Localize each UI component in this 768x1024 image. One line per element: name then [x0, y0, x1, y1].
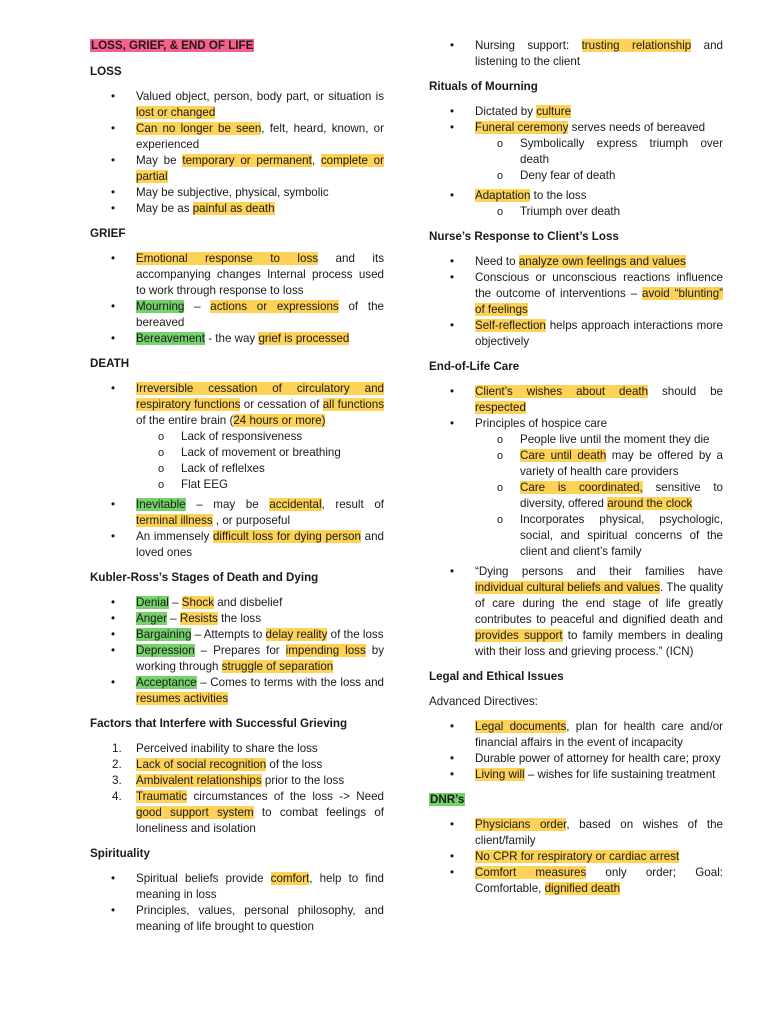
list-number: 2.	[112, 758, 122, 771]
list-item	[90, 903, 384, 935]
list-item	[429, 104, 723, 120]
sub-list-item	[475, 136, 723, 168]
text-run: , felt, heard, known, or experienced	[136, 122, 384, 151]
highlighted-text: Traumatic	[136, 790, 188, 803]
section-heading-kubler-ross-s-stages-of-death-and-dying	[90, 570, 384, 586]
list-item	[429, 719, 723, 751]
bullet-list	[429, 254, 723, 350]
text-run: Perceived inability to share the loss	[136, 742, 318, 755]
text-run: should be	[648, 385, 723, 398]
text-run: prior to the loss	[261, 774, 345, 787]
text-run: the loss	[217, 612, 262, 625]
text-run: or cessation of	[240, 398, 323, 411]
sub-list-item	[475, 480, 723, 512]
bullet-list	[429, 104, 723, 220]
section-heading-legal-and-ethical-issues	[429, 669, 723, 685]
list-item	[429, 188, 723, 220]
text-run: Need to	[475, 255, 519, 268]
sub-list-item	[136, 461, 384, 477]
highlighted-text: dignified death	[544, 882, 621, 895]
list-item	[429, 384, 723, 416]
list-item	[90, 251, 384, 299]
section-heading-rituals-of-mourning	[429, 79, 723, 95]
list-item	[90, 773, 384, 789]
numbered-list	[90, 741, 384, 837]
highlighted-text: Mourning	[136, 300, 185, 313]
list-item	[429, 751, 723, 767]
highlighted-text: delay reality	[265, 628, 328, 641]
bullet-list	[429, 384, 723, 660]
highlighted-text: Funeral ceremony	[475, 121, 569, 134]
text-run: –	[168, 596, 182, 609]
sub-list-item	[136, 477, 384, 493]
text-run: May be	[136, 154, 183, 167]
highlighted-text: LOSS, GRIEF, & END OF LIFE	[91, 39, 254, 52]
list-item	[90, 89, 384, 121]
list-item	[90, 627, 384, 643]
sub-list-item	[475, 168, 723, 184]
list-item	[429, 416, 723, 560]
text-run: by working through	[136, 644, 385, 673]
text-run: Triumph over death	[520, 205, 621, 218]
text-run: Nursing support:	[475, 39, 582, 52]
text-run: and its accompanying changes Internal process used to work through response to loss	[136, 252, 384, 297]
text-run: ,	[311, 154, 321, 167]
highlighted-text: Client’s wishes about death	[475, 385, 649, 398]
section-heading-factors-that-interfere-with-successful-grieving	[90, 716, 384, 732]
list-item	[429, 849, 723, 865]
section-heading-nurse-s-response-to-client-s-loss	[429, 229, 723, 245]
list-number: 3.	[112, 774, 122, 787]
text-run: End-of-Life Care	[429, 360, 520, 373]
highlighted-text: Legal documents	[475, 720, 567, 733]
sub-list-item	[136, 445, 384, 461]
text-run: GRIEF	[90, 227, 126, 240]
bullet-list	[429, 719, 723, 783]
highlighted-text: analyze own feelings and values	[518, 255, 686, 268]
text-run: Rituals of Mourning	[429, 80, 538, 93]
highlighted-text: 24 hours or more)	[233, 414, 326, 427]
list-item	[90, 201, 384, 217]
highlighted-text: Self-reflection	[475, 319, 546, 332]
text-run: Incorporates physical, psychologic, social, and spiritual concerns of the client and client’s family	[520, 513, 723, 558]
list-item	[90, 757, 384, 773]
highlighted-text: Denial	[136, 596, 169, 609]
list-item	[429, 318, 723, 350]
bullet-list	[90, 89, 384, 217]
text-run: DEATH	[90, 357, 130, 370]
sub-list-item	[475, 448, 723, 480]
text-run: Deny fear of death	[520, 169, 616, 182]
highlighted-text: Living will	[475, 768, 525, 781]
bullet-list	[90, 381, 384, 561]
sub-list-item	[475, 204, 723, 220]
text-run: Conscious or unconscious reactions influence the outcome of interventions –	[475, 271, 723, 300]
highlighted-text: Irreversible cessation of circulatory and respiratory functions	[136, 382, 384, 411]
text-run: – Comes to terms with the loss and	[196, 676, 384, 689]
text-run: – may be	[185, 498, 270, 511]
text-run: Dictated by	[475, 105, 537, 118]
highlighted-text: Comfort measures	[475, 866, 587, 879]
text-run: - the way	[204, 332, 259, 345]
sub-list	[475, 204, 723, 220]
subheading-advanced-directives	[429, 694, 723, 710]
text-run: Nurse’s Response to Client’s Loss	[429, 230, 619, 243]
highlighted-text: Shock	[181, 596, 214, 609]
text-run: , based on wishes of the client/family	[475, 818, 724, 847]
highlighted-text: culture	[536, 105, 572, 118]
highlighted-text: struggle of separation	[221, 660, 334, 673]
text-run: only order; Goal: Comfortable,	[475, 866, 723, 895]
right-column	[429, 38, 723, 901]
text-run: and loved ones	[136, 530, 384, 559]
list-item	[90, 331, 384, 347]
text-run: –	[166, 612, 180, 625]
list-item	[429, 38, 723, 70]
highlighted-text: Bargaining	[136, 628, 192, 641]
list-item	[90, 185, 384, 201]
sub-list	[136, 429, 384, 493]
text-run: – wishes for life sustaining treatment	[524, 768, 716, 781]
list-item	[90, 299, 384, 331]
list-number: 4.	[112, 790, 122, 803]
text-run: , result of	[321, 498, 385, 511]
highlighted-text: grief is processed	[258, 332, 350, 345]
text-run: “Dying persons and their families have	[475, 565, 723, 578]
text-run: May be subjective, physical, symbolic	[136, 186, 329, 199]
list-item	[90, 741, 384, 757]
list-item	[429, 254, 723, 270]
text-run: Factors that Interfere with Successful Grieving	[90, 717, 348, 730]
highlighted-text: actions or expressions	[210, 300, 339, 313]
sub-list-item	[475, 512, 723, 560]
bullet-list	[90, 871, 384, 935]
section-heading-grief	[90, 226, 384, 242]
sub-list-item	[475, 432, 723, 448]
highlighted-text: Lack of social recognition	[136, 758, 267, 771]
list-item	[90, 611, 384, 627]
text-run: , help to find meaning in loss	[136, 872, 385, 901]
text-run: People live until the moment they die	[520, 433, 710, 446]
highlighted-text: respected	[475, 401, 526, 414]
text-run: – Prepares for	[194, 644, 286, 657]
highlighted-text: Bereavement	[136, 332, 205, 345]
highlighted-text: complete or partial	[136, 154, 384, 183]
text-run: Spiritual beliefs provide	[136, 872, 271, 885]
text-run: to family members in dealing with their loss and grieving process.” (ICN)	[475, 629, 724, 658]
highlighted-text: Care is coordinated,	[520, 481, 643, 494]
text-run: of the entire brain (	[136, 414, 234, 427]
text-run: to combat feelings of loneliness and isolation	[136, 806, 385, 835]
list-item	[429, 564, 723, 660]
list-item	[429, 120, 723, 184]
text-run: An immensely	[136, 530, 213, 543]
highlighted-text: resumes activities	[136, 692, 229, 705]
text-run: Principles, values, personal philosophy, and meaning of life brought to question	[136, 904, 384, 933]
highlighted-text: temporary or permanent	[182, 154, 312, 167]
highlighted-text: comfort	[270, 872, 310, 885]
highlighted-text: difficult loss for dying person	[212, 530, 361, 543]
list-number: 1.	[112, 742, 122, 755]
highlighted-text: Emotional response to loss	[136, 252, 319, 265]
page-title	[90, 38, 384, 54]
text-run: of the bereaved	[136, 300, 384, 329]
text-run: . The quality of care during the end stage of life greatly contributes to peaceful and dignified death and	[475, 581, 724, 626]
list-item	[90, 789, 384, 837]
highlighted-text: Resists	[179, 612, 218, 625]
text-run: – Attempts to	[191, 628, 266, 641]
text-run: Spirituality	[90, 847, 150, 860]
text-run: Advanced Directives:	[429, 695, 538, 708]
section-heading-loss	[90, 64, 384, 80]
highlighted-text: Adaptation	[475, 189, 531, 202]
bullet-list	[429, 817, 723, 897]
text-run: may be offered by a variety of health care providers	[520, 449, 723, 478]
left-column	[90, 38, 384, 939]
text-run: serves needs of bereaved	[568, 121, 706, 134]
text-run: Lack of reflelxes	[181, 462, 265, 475]
section-heading-spirituality	[90, 846, 384, 862]
section-heading-end-of-life-care	[429, 359, 723, 375]
text-run: LOSS	[90, 65, 122, 78]
highlighted-text: around the clock	[607, 497, 693, 510]
highlighted-text: Depression	[136, 644, 195, 657]
highlighted-text: accidental	[269, 498, 322, 511]
sub-list-item	[136, 429, 384, 445]
text-run: sensitive to diversity, offered	[520, 481, 723, 510]
highlighted-text: individual cultural beliefs and values	[475, 581, 661, 594]
highlighted-text: provides support	[475, 629, 563, 642]
list-item	[90, 871, 384, 903]
highlighted-text: impending loss	[285, 644, 366, 657]
list-item	[90, 381, 384, 493]
bullet-list	[90, 595, 384, 707]
text-run: Kubler-Ross’s Stages of Death and Dying	[90, 571, 319, 584]
text-run: of the loss	[327, 628, 384, 641]
list-item	[90, 497, 384, 529]
highlighted-text: all functions	[322, 398, 384, 411]
section-heading-dnr-s	[429, 792, 723, 808]
text-run: –	[184, 300, 211, 313]
bullet-list	[90, 251, 384, 347]
text-run: circumstances of the loss -> Need	[187, 790, 384, 803]
highlighted-text: Physicians order	[475, 818, 567, 831]
list-item	[90, 121, 384, 153]
section-heading-death	[90, 356, 384, 372]
highlighted-text: No CPR for respiratory or cardiac arrest	[475, 850, 680, 863]
list-item	[90, 529, 384, 561]
highlighted-text: Ambivalent relationships	[136, 774, 262, 787]
text-run: Symbolically express triumph over death	[520, 137, 723, 166]
highlighted-text: painful as death	[192, 202, 275, 215]
text-run: and disbelief	[214, 596, 283, 609]
list-item	[90, 595, 384, 611]
text-run: Lack of movement or breathing	[181, 446, 341, 459]
highlighted-text: lost or changed	[136, 106, 216, 119]
text-run: May be as	[136, 202, 193, 215]
list-item	[429, 817, 723, 849]
text-run: Principles of hospice care	[475, 417, 608, 430]
list-item	[429, 865, 723, 897]
list-item	[90, 153, 384, 185]
list-item	[429, 270, 723, 318]
list-item	[90, 675, 384, 707]
sub-list	[475, 432, 723, 560]
highlighted-text: DNR’s	[430, 793, 465, 806]
highlighted-text: trusting relationship	[581, 39, 692, 52]
text-run: , plan for health care and/or financial affairs in the event of incapacity	[475, 720, 723, 749]
text-run: helps approach interactions more objectively	[475, 319, 723, 348]
list-item	[90, 643, 384, 675]
text-run: and listening to the client	[475, 39, 723, 68]
text-run: , or purposeful	[212, 514, 291, 527]
text-run: Lack of responsiveness	[181, 430, 303, 443]
text-run: Valued object, person, body part, or situation is	[136, 90, 384, 103]
highlighted-text: good support system	[136, 806, 254, 819]
highlighted-text: Can no longer be seen	[136, 122, 262, 135]
bullet-list	[429, 38, 723, 70]
text-run: Flat EEG	[181, 478, 229, 491]
highlighted-text: Inevitable	[136, 498, 186, 511]
text-run: Legal and Ethical Issues	[429, 670, 564, 683]
highlighted-text: terminal illness	[136, 514, 213, 527]
highlighted-text: Care until death	[520, 449, 607, 462]
sub-list	[475, 136, 723, 184]
highlighted-text: avoid “blunting” of feelings	[475, 287, 723, 316]
highlighted-text: Anger	[136, 612, 167, 625]
text-run: to the loss	[530, 189, 587, 202]
highlighted-text: Acceptance	[136, 676, 197, 689]
text-run: Durable power of attorney for health care; proxy	[475, 752, 721, 765]
text-run: of the loss	[266, 758, 323, 771]
list-item	[429, 767, 723, 783]
